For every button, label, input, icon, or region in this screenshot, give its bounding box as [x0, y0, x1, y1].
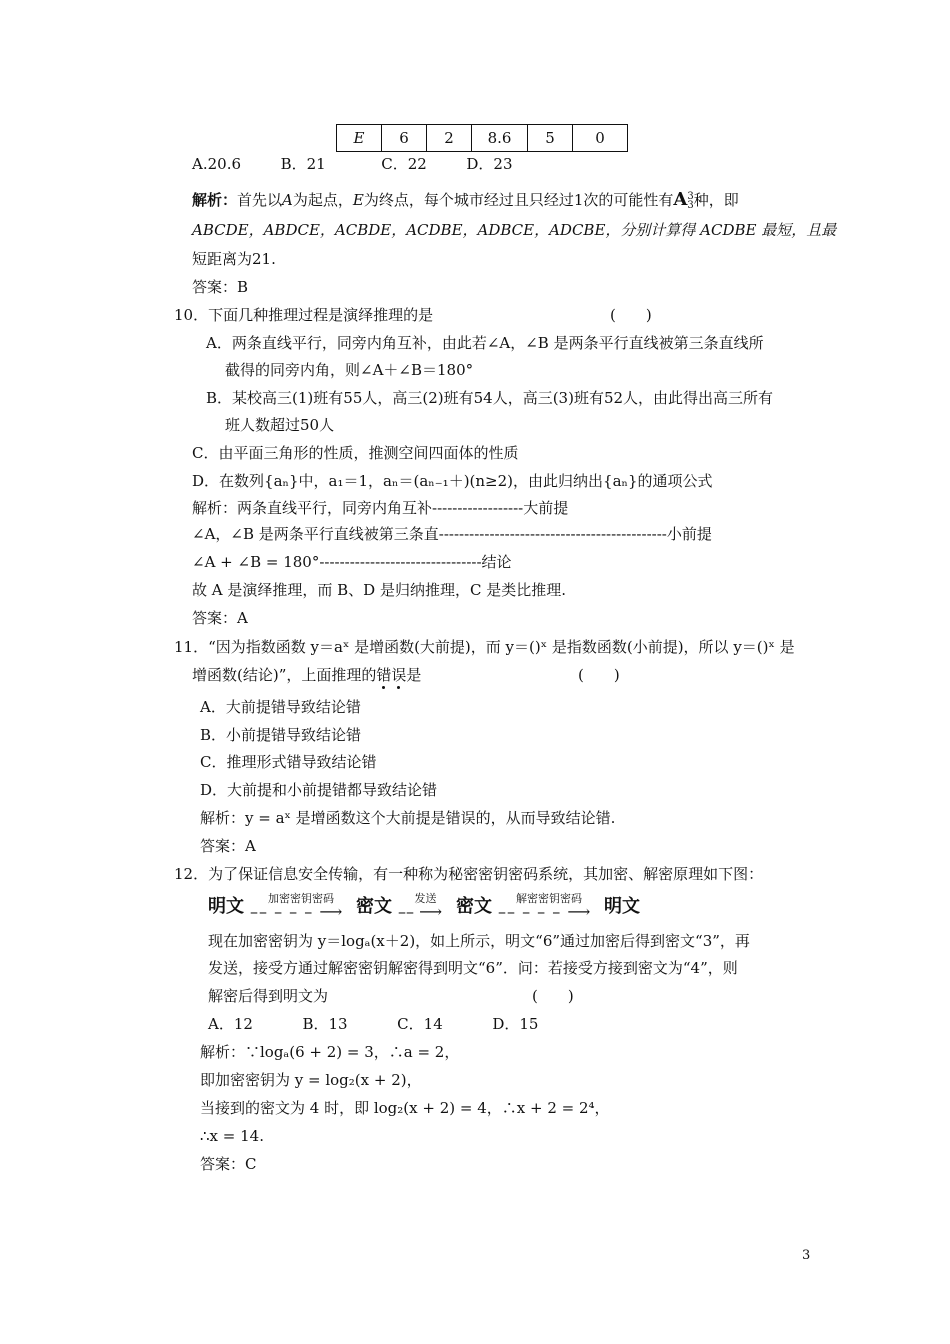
q12-answer: 答案：C: [200, 1155, 257, 1173]
option-d: D．23: [466, 155, 513, 173]
page-number: 3: [802, 1248, 811, 1263]
q11-option-c: C．推理形式错导致结论错: [200, 753, 377, 771]
table-cell: 8.6: [472, 125, 528, 152]
option-d: D．15: [492, 1015, 539, 1033]
table-cell: 0: [573, 125, 628, 152]
q9-analysis-line3: 短距离为21.: [192, 250, 276, 268]
table-cell: 2: [427, 125, 472, 152]
option-b: B．21: [280, 155, 326, 173]
q12-analysis-line4: ∴x = 14.: [200, 1127, 264, 1145]
table-cell: 5: [528, 125, 573, 152]
q12-stem: 12．为了保证信息安全传输，有一种称为秘密密钥密码系统，其加密、解密原理如下图：: [174, 865, 764, 883]
emphasis-char: 错: [376, 666, 392, 684]
q11-option-b: B．小前提错导致结论错: [200, 726, 362, 744]
q10-analysis-line2: ∠A，∠B 是两条平行直线被第三条直---------------------------------------------小前提: [192, 525, 712, 543]
option-a: A.20.6: [192, 155, 241, 173]
flow-node-ciphertext: 密文: [456, 896, 492, 917]
q11-stem-line1: 11．“因为指数函数 y＝aˣ 是增函数(大前提)，而 y＝()ˣ 是指数函数(小前提)，所以 y＝()ˣ 是: [174, 638, 795, 656]
q9-options: [192, 154, 513, 174]
table-row: [337, 125, 628, 152]
q10-option-b-line2: 班人数超过50人: [225, 416, 335, 434]
q10-analysis-line1: 解析：两条直线平行，同旁内角互补------------------大前提: [192, 499, 569, 517]
q11-option-d: D．大前提和小前提错都导致结论错: [200, 781, 438, 799]
q12-line1: 现在加密密钥为 y＝logₐ(x＋2)，如上所示，明文“6”通过加密后得到密文“3”，再: [208, 932, 750, 950]
emphasis-char: 误: [391, 666, 407, 684]
q12-bracket: ( ): [532, 987, 574, 1005]
q10-option-a-line2: 截得的同旁内角，则∠A＋∠B＝180°: [225, 361, 474, 379]
table-cell: 6: [382, 125, 427, 152]
q12-analysis-line3: 当接到的密文为 4 时，即 log₂(x + 2) = 4，∴x + 2 = 2⁴，: [200, 1099, 610, 1117]
q10-stem: 10．下面几种推理过程是演绎推理的是: [174, 306, 434, 324]
q10-analysis-line3: ∠A + ∠B = 180°--------------------------------结论: [192, 553, 512, 571]
q12-options: [208, 1014, 538, 1034]
distance-table: [336, 124, 628, 152]
q10-answer: 答案：A: [192, 609, 248, 627]
q11-analysis: 解析：y = aˣ 是增函数这个大前提是错误的，从而导致结论错.: [200, 809, 616, 827]
q10-option-a-line1: A．两条直线平行，同旁内角互补，由此若∠A，∠B 是两条平行直线被第三条直线所: [206, 334, 764, 352]
q12-line2: 发送，接受方通过解密密钥解密得到明文“6”．问：若接受方接到密文为“4”，则: [208, 959, 738, 977]
q10-option-c: C．由平面三角形的性质，推测空间四面体的性质: [192, 444, 519, 462]
option-b: B．13: [302, 1015, 348, 1033]
q11-option-a: A．大前提错导致结论错: [200, 698, 361, 716]
q9-analysis-line1: 解析：首先以A为起点，E为终点，每个城市经过且只经过1次的可能性有A 3 3 种，即: [192, 189, 739, 211]
table-cell: E: [337, 125, 382, 152]
q10-option-d: D．在数列{aₙ}中，a₁＝1，aₙ＝(aₙ₋₁＋)(n≥2)，由此归纳出{aₙ}的通项公式: [192, 472, 713, 490]
q12-analysis-line2: 即加密密钥为 y = log₂(x + 2)，: [200, 1071, 422, 1089]
flow-arrow-send: 发送 –– ⟶: [398, 892, 443, 921]
q10-analysis-line4: 故 A 是演绎推理，而 B、D 是归纳推理，C 是类比推理.: [192, 581, 566, 599]
q11-stem-line2: 增函数(结论)”，上面推理的错误是: [192, 666, 422, 684]
flow-node-ciphertext: 密文: [356, 896, 392, 917]
q10-option-b-line1: B．某校高三(1)班有55人，高三(2)班有54人，高三(3)班有52人，由此得出高三所有: [206, 389, 774, 407]
q9-analysis-line2: ABCDE，ABDCE，ACBDE，ACDBE，ADBCE，ADCBE，分别计算得 ACDBE 最短，且最: [192, 221, 837, 239]
q9-answer: 答案：B: [192, 278, 249, 296]
q11-answer: 答案：A: [200, 837, 256, 855]
flow-arrow-decrypt: 解密密钥密码 –– – – – ⟶: [498, 892, 592, 921]
flow-node-plaintext: 明文: [208, 896, 244, 917]
q11-bracket: ( ): [578, 666, 620, 684]
flow-arrow-encrypt: 加密密钥密码 –– – – – ⟶: [250, 892, 344, 921]
flow-node-plaintext: 明文: [604, 896, 640, 917]
q10-bracket: ( ): [610, 306, 652, 324]
option-c: C．14: [397, 1015, 443, 1033]
q12-analysis-line1: 解析：∵logₐ(6 + 2) = 3，∴a = 2，: [200, 1043, 460, 1061]
q12-line3: 解密后得到明文为: [208, 987, 329, 1005]
option-c: C．22: [381, 155, 427, 173]
option-a: A．12: [208, 1015, 253, 1033]
